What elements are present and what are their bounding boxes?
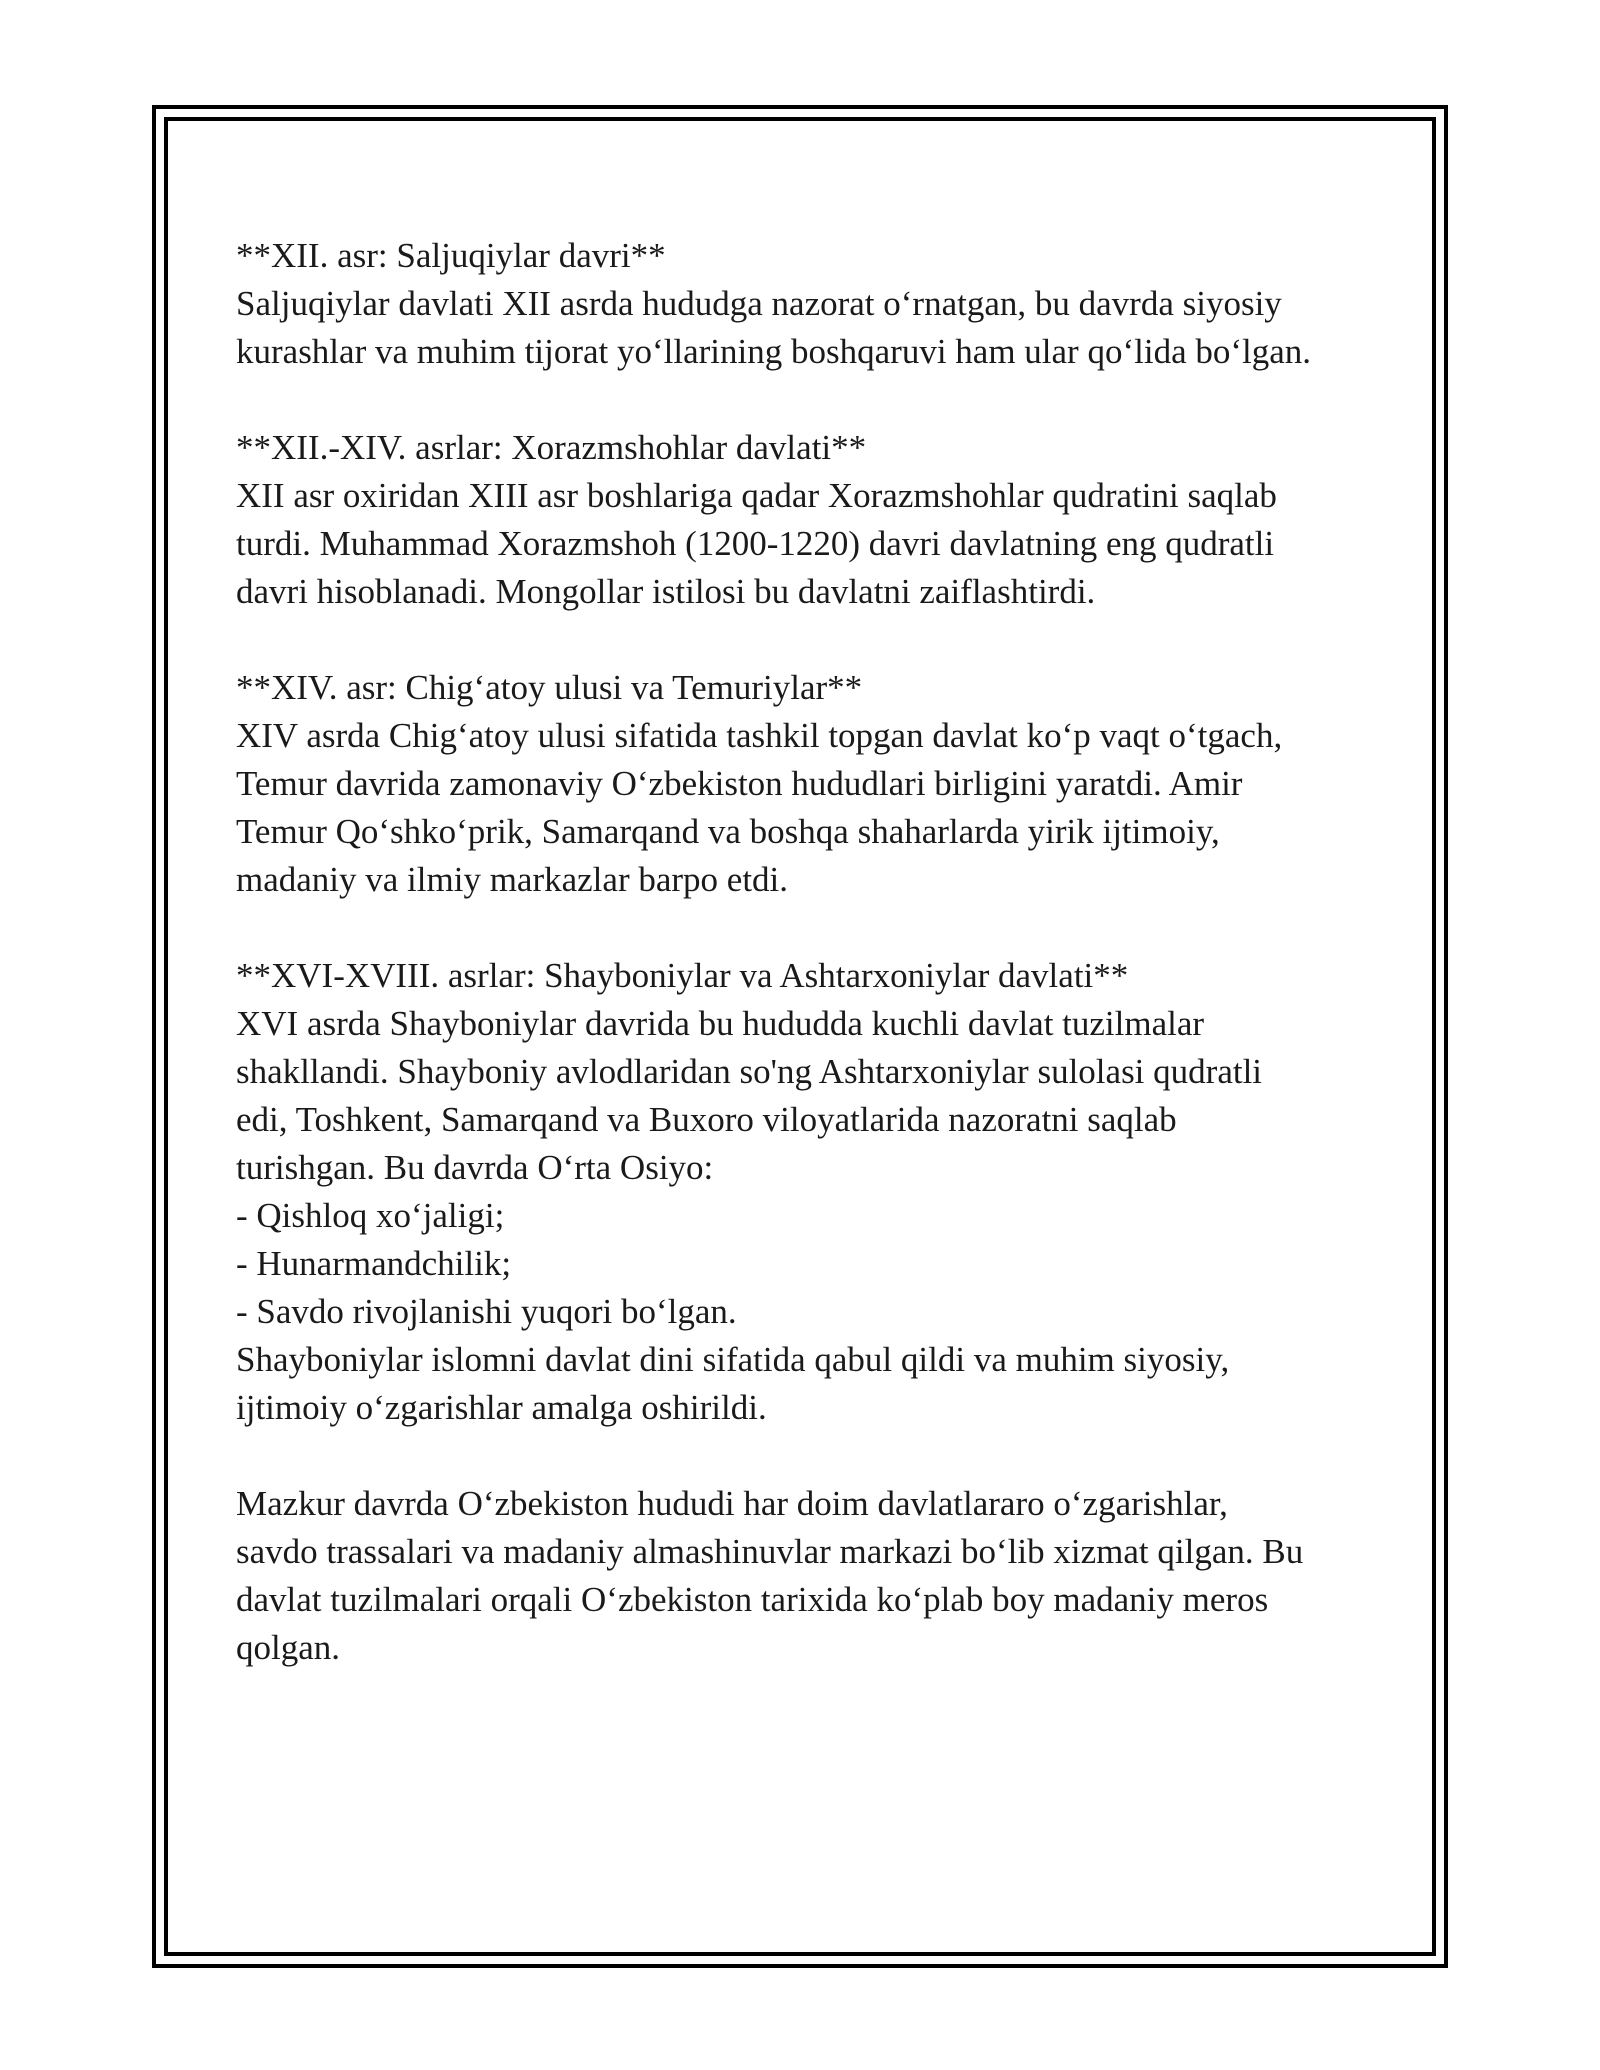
paragraph-line: davlat tuzilmalari orqali O‘zbekiston tarixida ko‘plab boy madaniy meros [236,1580,1269,1619]
paragraph-line: turishgan. Bu davrda O‘rta Osiyo: [236,1148,714,1187]
document-body [236,232,1376,1720]
section-heading: **XIV. asr: Chig‘atoy ulusi va Temuriylar** [236,668,863,707]
section-heading: **XII. asr: Saljuqiylar davri** [236,236,666,275]
paragraph-line: davri hisoblanadi. Mongollar istilosi bu davlatni zaiflashtirdi. [236,572,1096,611]
paragraph-line: madaniy va ilmiy markazlar barpo etdi. [236,860,789,899]
section-xorazmshohlar [236,424,1376,616]
paragraph-line: savdo trassalari va madaniy almashinuvlar markazi bo‘lib xizmat qilgan. Bu [236,1532,1304,1571]
paragraph-line: Mazkur davrda O‘zbekiston hududi har doim davlatlararo o‘zgarishlar, [236,1484,1228,1523]
section-heading: **XVI-XVIII. asrlar: Shayboniylar va Ashtarxoniylar davlati** [236,956,1129,995]
section-conclusion [236,1480,1376,1672]
paragraph-line: edi, Toshkent, Samarqand va Buxoro viloyatlarida nazoratni saqlab [236,1100,1177,1139]
section-saljuqiylar [236,232,1376,376]
section-shayboniylar [236,952,1376,1432]
paragraph-line: kurashlar va muhim tijorat yo‘llarining boshqaruvi ham ular qo‘lida bo‘lgan. [236,332,1312,371]
paragraph-line: XII asr oxiridan XIII asr boshlariga qadar Xorazmshohlar qudratini saqlab [236,476,1277,515]
paragraph-line: qolgan. [236,1628,341,1667]
list-item: - Savdo rivojlanishi yuqori bo‘lgan. [236,1292,737,1331]
section-chigatoy-temuriylar [236,664,1376,904]
paragraph-line: Temur davrida zamonaviy O‘zbekiston hududlari birligini yaratdi. Amir [236,764,1243,803]
paragraph-line: XIV asrda Chig‘atoy ulusi sifatida tashkil topgan davlat ko‘p vaqt o‘tgach, [236,716,1283,755]
paragraph-line: Temur Qo‘shko‘prik, Samarqand va boshqa shaharlarda yirik ijtimoiy, [236,812,1220,851]
paragraph-line: ijtimoiy o‘zgarishlar amalga oshirildi. [236,1388,767,1427]
list-item: - Qishloq xo‘jaligi; [236,1196,505,1235]
paragraph-line: XVI asrda Shayboniylar davrida bu hududda kuchli davlat tuzilmalar [236,1004,1205,1043]
paragraph-line: Shayboniylar islomni davlat dini sifatida qabul qildi va muhim siyosiy, [236,1340,1230,1379]
list-item: - Hunarmandchilik; [236,1244,512,1283]
paragraph-line: turdi. Muhammad Xorazmshoh (1200-1220) davri davlatning eng qudratli [236,524,1275,563]
section-heading: **XII.-XIV. asrlar: Xorazmshohlar davlati** [236,428,867,467]
paragraph-line: Saljuqiylar davlati XII asrda hududga nazorat o‘rnatgan, bu davrda siyosiy [236,284,1282,323]
paragraph-line: shakllandi. Shayboniy avlodlaridan so'ng Ashtarxoniylar sulolasi qudratli [236,1052,1263,1091]
